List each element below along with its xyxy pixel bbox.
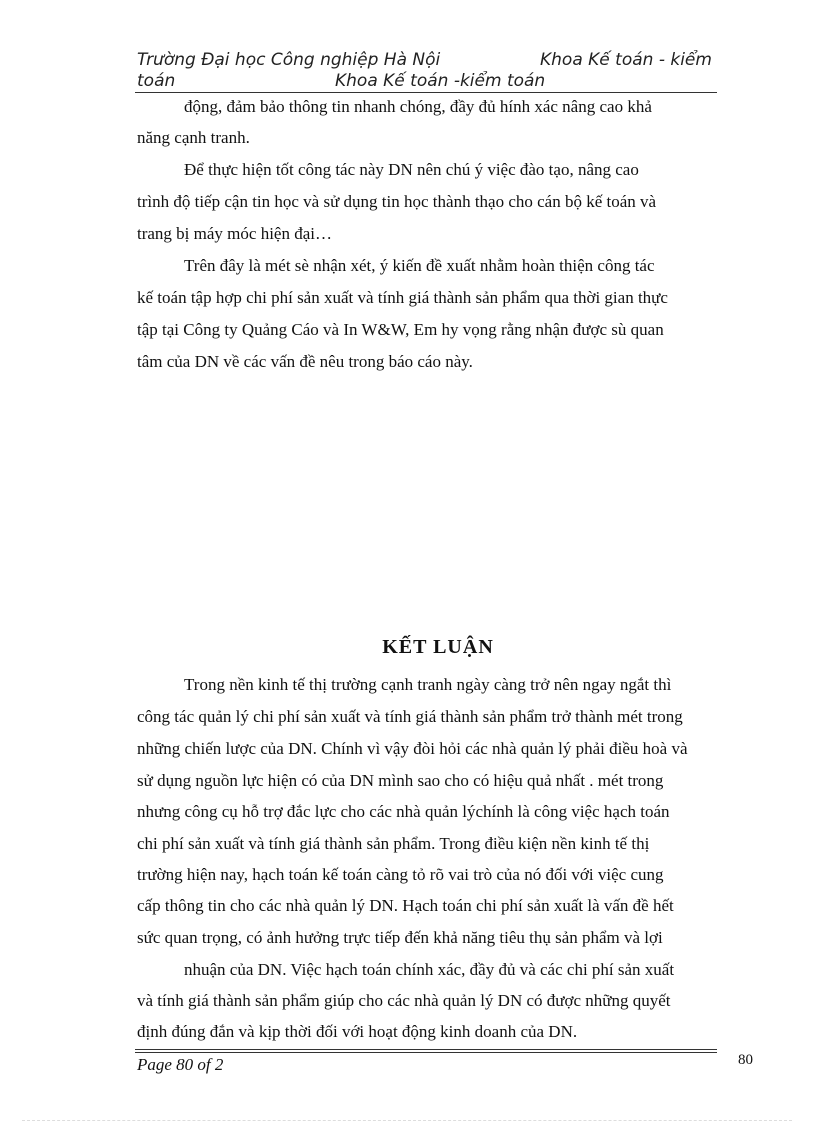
footer-page-label: Page 80 of 2: [137, 1055, 224, 1074]
header-faculty-center: Khoa Kế toán -kiểm toán: [335, 71, 546, 91]
text-line: những chiến lược của DN. Chính vì vậy đòi hỏi các nhà quản lý phải điều hoà và: [137, 739, 688, 758]
text-line: sức quan trọng, có ảnh hưởng trực tiếp đến khả năng tiêu thụ sản phẩm và lợi: [137, 928, 663, 947]
footer-divider-double: [135, 1052, 717, 1053]
footer-divider: [135, 1049, 717, 1050]
header-school: Trường Đại học Công nghiệp Hà Nội: [137, 50, 441, 70]
text-line: định đúng đắn và kịp thời đối với hoạt động kinh doanh của DN.: [137, 1022, 578, 1041]
footer-page-number: 80: [738, 1052, 753, 1068]
text-line: và tính giá thành sản phẩm giúp cho các nhà quản lý DN có được những quyết: [137, 991, 671, 1010]
text-line: Trên đây là mét sè nhận xét, ý kiến đề xuất nhằm hoàn thiện công tác: [184, 256, 655, 275]
text-line: tâm của DN về các vấn đề nêu trong báo cáo này.: [137, 352, 473, 371]
conclusion-title: KẾT LUẬN: [382, 636, 494, 658]
text-line: Trong nền kinh tế thị trường cạnh tranh ngày càng trở nên ngay ngắt thì: [184, 675, 672, 694]
text-line: động, đảm bảo thông tin nhanh chóng, đầy đủ hính xác nâng cao khả: [184, 97, 652, 116]
text-line: tập tại Công ty Quảng Cáo và In W&W, Em hy vọng rằng nhận được sù quan: [137, 320, 664, 339]
text-line: trình độ tiếp cận tin học và sử dụng tin học thành thạo cho cán bộ kế toán và: [137, 192, 657, 211]
text-line: Để thực hiện tốt công tác này DN nên chú ý việc đào tạo, nâng cao: [184, 160, 639, 179]
text-line: trường hiện nay, hạch toán kế toán càng tỏ rõ vai trò của nó đối với việc cung: [137, 865, 664, 884]
text-line: công tác quản lý chi phí sản xuất và tính giá thành sản phẩm trở thành mét trong: [137, 707, 683, 726]
text-line: kế toán tập hợp chi phí sản xuất và tính giá thành sản phẩm qua thời gian thực: [137, 288, 668, 307]
header-faculty-wrap: toán: [137, 71, 176, 91]
page-boundary: [22, 1120, 792, 1121]
text-line: cấp thông tin cho các nhà quản lý DN. Hạch toán chi phí sản xuất là vấn đề hết: [137, 896, 674, 915]
text-line: chi phí sản xuất và tính giá thành sản phẩm. Trong điều kiện nền kinh tế thị: [137, 834, 650, 853]
text-line: sử dụng nguồn lực hiện có của DN mình sao cho có hiệu quả nhất . mét trong: [137, 771, 664, 790]
text-line: nhưng công cụ hỗ trợ đắc lực cho các nhà quản lýchính là công việc hạch toán: [137, 802, 670, 821]
text-line: năng cạnh tranh.: [137, 128, 250, 147]
text-line: nhuận của DN. Việc hạch toán chính xác, đầy đủ và các chi phí sản xuất: [184, 960, 675, 979]
text-line: trang bị máy móc hiện đại…: [137, 224, 332, 243]
header-faculty-right: Khoa Kế toán - kiểm: [540, 50, 712, 70]
